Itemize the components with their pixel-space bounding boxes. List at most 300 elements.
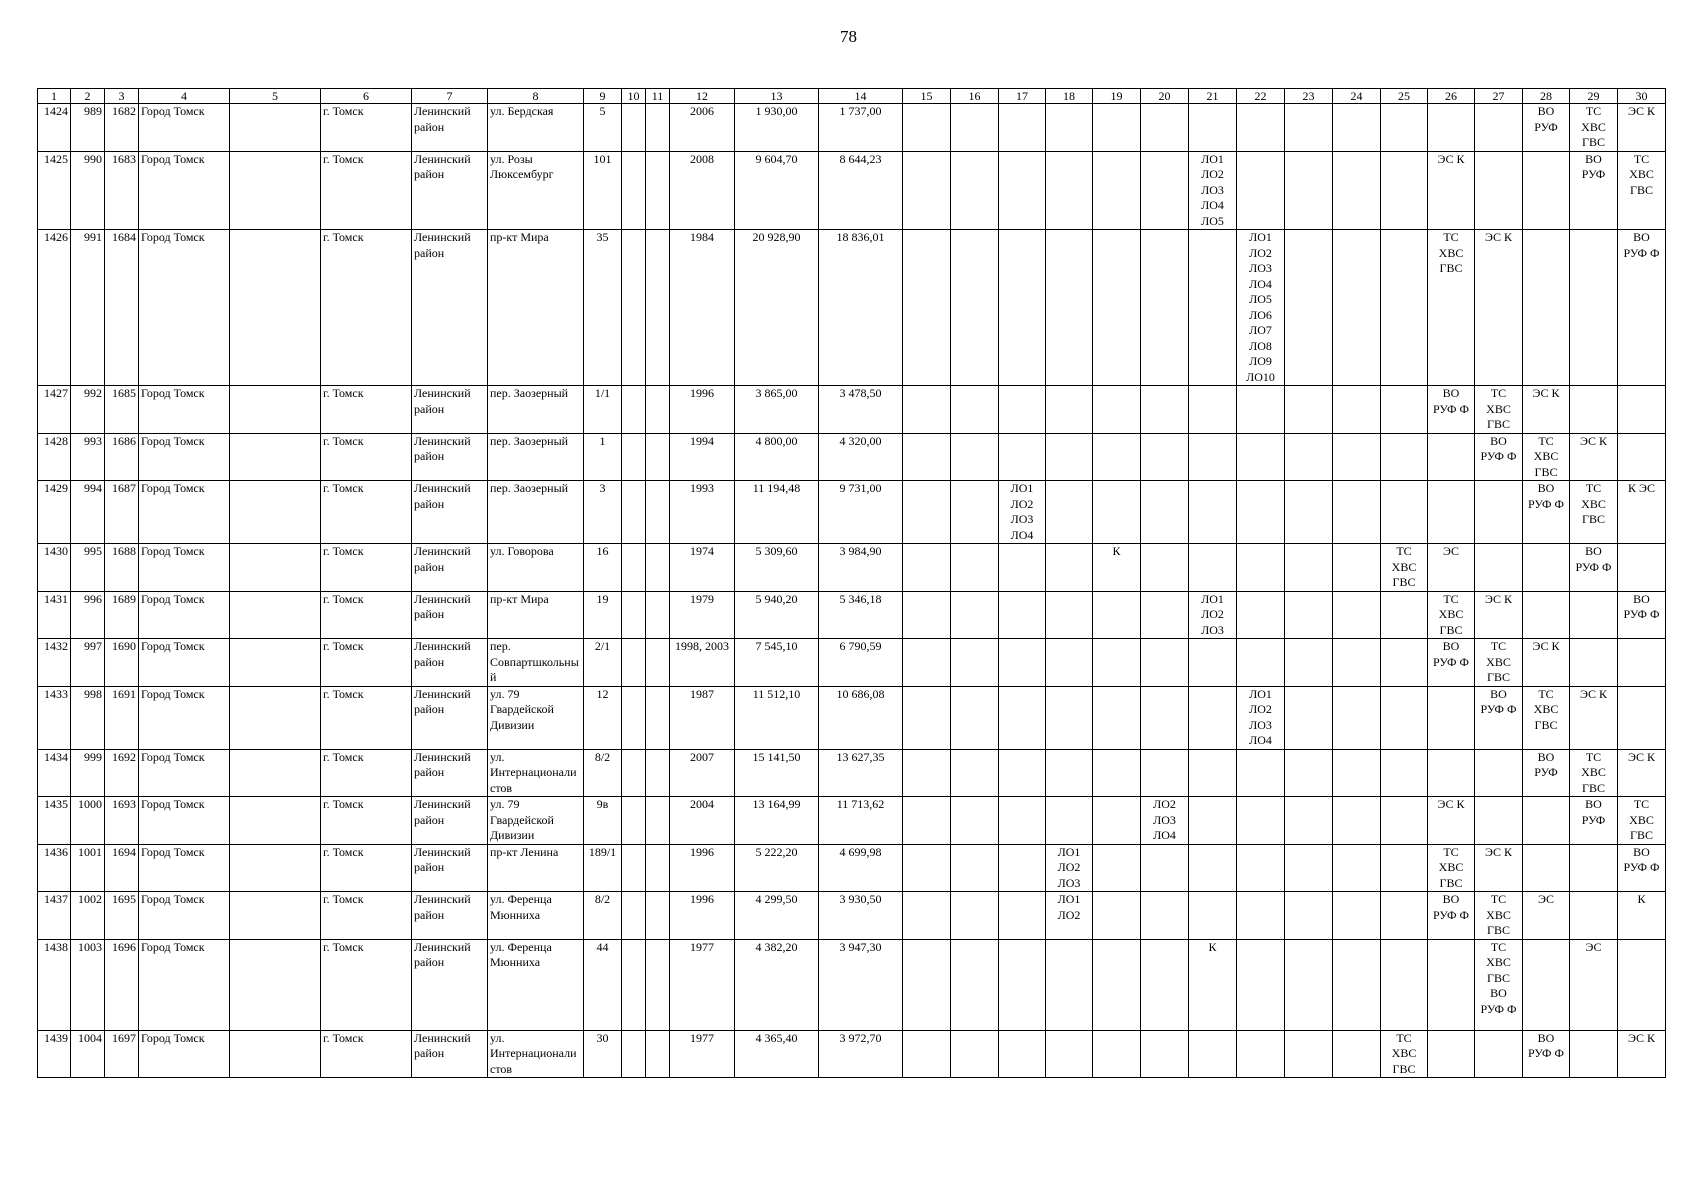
- utility-code-cell: ЛО1 ЛО2 ЛО3 ЛО4: [999, 481, 1046, 544]
- utility-code-cell: [230, 1030, 321, 1078]
- utility-code-cell: [1333, 481, 1381, 544]
- utility-code-cell: [999, 1030, 1046, 1078]
- table-row: [38, 639, 1666, 687]
- utility-code-cell: [1285, 844, 1333, 892]
- utility-code-cell: [903, 544, 951, 592]
- utility-code-cell: ЭС К: [1475, 844, 1523, 892]
- living-area-cell: 3 972,70: [819, 1030, 903, 1078]
- year-cell: 1977: [670, 1030, 735, 1078]
- utility-code-cell: [646, 686, 670, 749]
- row-number: 1424: [38, 104, 71, 152]
- street-cell: ул. Говорова: [488, 544, 584, 592]
- street-cell: пер. Заозерный: [488, 433, 584, 481]
- register-number: 1693: [105, 797, 139, 845]
- total-area-cell: 11 194,48: [735, 481, 819, 544]
- living-area-cell: 11 713,62: [819, 797, 903, 845]
- utility-code-cell: ЛО1 ЛО2: [1046, 892, 1093, 940]
- sub-number: 998: [71, 686, 105, 749]
- municipality-cell: Город Томск: [139, 892, 230, 940]
- column-header: 15: [903, 89, 951, 104]
- living-area-cell: 1 737,00: [819, 104, 903, 152]
- utility-code-cell: [1428, 433, 1475, 481]
- district-cell: Ленинский район: [412, 386, 488, 434]
- utility-code-cell: [1141, 230, 1189, 386]
- row-number: 1431: [38, 591, 71, 639]
- city-cell: г. Томск: [321, 481, 412, 544]
- total-area-cell: 5 222,20: [735, 844, 819, 892]
- register-number: 1696: [105, 939, 139, 1030]
- utility-code-cell: [999, 544, 1046, 592]
- utility-code-cell: [230, 386, 321, 434]
- utility-code-cell: [999, 230, 1046, 386]
- living-area-cell: 4 699,98: [819, 844, 903, 892]
- row-number: 1430: [38, 544, 71, 592]
- utility-code-cell: ЭС К: [1618, 104, 1666, 152]
- utility-code-cell: [622, 230, 646, 386]
- utility-code-cell: [1237, 639, 1285, 687]
- year-cell: 2006: [670, 104, 735, 152]
- column-header: 19: [1093, 89, 1141, 104]
- utility-code-cell: [646, 892, 670, 940]
- column-header: 4: [139, 89, 230, 104]
- utility-code-cell: [1285, 481, 1333, 544]
- year-cell: 1974: [670, 544, 735, 592]
- utility-code-cell: [230, 104, 321, 152]
- register-number: 1687: [105, 481, 139, 544]
- table-row: [38, 844, 1666, 892]
- utility-code-cell: [230, 544, 321, 592]
- living-area-cell: 6 790,59: [819, 639, 903, 687]
- municipality-cell: Город Томск: [139, 433, 230, 481]
- utility-code-cell: [1570, 230, 1618, 386]
- utility-code-cell: [1046, 591, 1093, 639]
- utility-code-cell: [646, 1030, 670, 1078]
- utility-code-cell: [1141, 1030, 1189, 1078]
- utility-code-cell: [951, 686, 999, 749]
- city-cell: г. Томск: [321, 544, 412, 592]
- utility-code-cell: ВО РУФ Ф: [1428, 386, 1475, 434]
- utility-code-cell: ТС ХВС ГВС: [1570, 481, 1618, 544]
- house-number-cell: 8/2: [584, 892, 622, 940]
- utility-code-cell: [646, 591, 670, 639]
- utility-code-cell: [230, 591, 321, 639]
- column-header: 2: [71, 89, 105, 104]
- column-header: 24: [1333, 89, 1381, 104]
- city-cell: г. Томск: [321, 230, 412, 386]
- column-header: 9: [584, 89, 622, 104]
- utility-code-cell: [1189, 544, 1237, 592]
- utility-code-cell: [622, 797, 646, 845]
- utility-code-cell: [1285, 230, 1333, 386]
- row-number: 1432: [38, 639, 71, 687]
- utility-code-cell: [1285, 797, 1333, 845]
- utility-code-cell: [1381, 939, 1428, 1030]
- utility-code-cell: ЛО1 ЛО2 ЛО3 ЛО4 ЛО5 ЛО6 ЛО7 ЛО8 ЛО9 ЛО10: [1237, 230, 1285, 386]
- utility-code-cell: [1285, 686, 1333, 749]
- utility-code-cell: [230, 151, 321, 230]
- column-header: 10: [622, 89, 646, 104]
- utility-code-cell: [1189, 433, 1237, 481]
- utility-code-cell: [1237, 544, 1285, 592]
- column-header: 28: [1523, 89, 1570, 104]
- utility-code-cell: [903, 230, 951, 386]
- utility-code-cell: [230, 892, 321, 940]
- utility-code-cell: [951, 939, 999, 1030]
- utility-code-cell: [622, 433, 646, 481]
- utility-code-cell: [1285, 386, 1333, 434]
- district-cell: Ленинский район: [412, 749, 488, 797]
- utility-code-cell: К: [1618, 892, 1666, 940]
- utility-code-cell: [1189, 104, 1237, 152]
- row-number: 1438: [38, 939, 71, 1030]
- table-row: [38, 892, 1666, 940]
- utility-code-cell: [1141, 939, 1189, 1030]
- house-number-cell: 1: [584, 433, 622, 481]
- table-row: [38, 481, 1666, 544]
- utility-code-cell: [1093, 1030, 1141, 1078]
- sub-number: 995: [71, 544, 105, 592]
- utility-code-cell: [1285, 639, 1333, 687]
- column-header: 25: [1381, 89, 1428, 104]
- utility-code-cell: [1570, 386, 1618, 434]
- utility-code-cell: [903, 151, 951, 230]
- sub-number: 1001: [71, 844, 105, 892]
- street-cell: пр-кт Ленина: [488, 844, 584, 892]
- row-number: 1439: [38, 1030, 71, 1078]
- utility-code-cell: [1428, 481, 1475, 544]
- utility-code-cell: [1333, 639, 1381, 687]
- utility-code-cell: [1046, 686, 1093, 749]
- register-number: 1689: [105, 591, 139, 639]
- municipality-cell: Город Томск: [139, 939, 230, 1030]
- utility-code-cell: [903, 749, 951, 797]
- house-number-cell: 12: [584, 686, 622, 749]
- utility-code-cell: [999, 797, 1046, 845]
- municipality-cell: Город Томск: [139, 230, 230, 386]
- column-header: 30: [1618, 89, 1666, 104]
- housing-register-table: [37, 88, 1666, 1078]
- utility-code-cell: [1333, 797, 1381, 845]
- column-header: 26: [1428, 89, 1475, 104]
- utility-code-cell: [1141, 591, 1189, 639]
- utility-code-cell: ЭС К: [1428, 151, 1475, 230]
- district-cell: Ленинский район: [412, 544, 488, 592]
- year-cell: 1996: [670, 844, 735, 892]
- utility-code-cell: [951, 230, 999, 386]
- row-number: 1435: [38, 797, 71, 845]
- column-header: 20: [1141, 89, 1189, 104]
- utility-code-cell: ЭС К: [1618, 749, 1666, 797]
- sub-number: 993: [71, 433, 105, 481]
- utility-code-cell: [903, 686, 951, 749]
- utility-code-cell: [646, 433, 670, 481]
- utility-code-cell: [1523, 544, 1570, 592]
- city-cell: г. Томск: [321, 151, 412, 230]
- column-header: 27: [1475, 89, 1523, 104]
- sub-number: 994: [71, 481, 105, 544]
- utility-code-cell: [230, 433, 321, 481]
- utility-code-cell: ЭС К: [1475, 591, 1523, 639]
- utility-code-cell: [622, 1030, 646, 1078]
- table-row: [38, 1030, 1666, 1078]
- column-header: 5: [230, 89, 321, 104]
- utility-code-cell: [1237, 844, 1285, 892]
- living-area-cell: 3 478,50: [819, 386, 903, 434]
- utility-code-cell: [1333, 386, 1381, 434]
- utility-code-cell: ТС ХВС ГВС: [1428, 591, 1475, 639]
- district-cell: Ленинский район: [412, 433, 488, 481]
- utility-code-cell: [622, 544, 646, 592]
- utility-code-cell: [1046, 151, 1093, 230]
- utility-code-cell: ТС ХВС ГВС: [1570, 104, 1618, 152]
- table-body: [38, 104, 1666, 1078]
- utility-code-cell: [1046, 433, 1093, 481]
- utility-code-cell: [1189, 749, 1237, 797]
- utility-code-cell: [999, 151, 1046, 230]
- utility-code-cell: ТС ХВС ГВС: [1428, 844, 1475, 892]
- utility-code-cell: ВО РУФ Ф: [1475, 433, 1523, 481]
- year-cell: 1998, 2003: [670, 639, 735, 687]
- utility-code-cell: ЭС: [1428, 544, 1475, 592]
- city-cell: г. Томск: [321, 433, 412, 481]
- utility-code-cell: [903, 481, 951, 544]
- row-number: 1436: [38, 844, 71, 892]
- column-header: 14: [819, 89, 903, 104]
- year-cell: 2008: [670, 151, 735, 230]
- utility-code-cell: ТС ХВС ГВС: [1381, 1030, 1428, 1078]
- municipality-cell: Город Томск: [139, 544, 230, 592]
- living-area-cell: 3 947,30: [819, 939, 903, 1030]
- utility-code-cell: ЭС К: [1428, 797, 1475, 845]
- utility-code-cell: ТС ХВС ГВС: [1475, 386, 1523, 434]
- utility-code-cell: [999, 749, 1046, 797]
- utility-code-cell: ТС ХВС ГВС: [1523, 686, 1570, 749]
- utility-code-cell: [1333, 591, 1381, 639]
- utility-code-cell: [1333, 939, 1381, 1030]
- utility-code-cell: [951, 639, 999, 687]
- register-number: 1684: [105, 230, 139, 386]
- utility-code-cell: [903, 844, 951, 892]
- utility-code-cell: [1570, 892, 1618, 940]
- utility-code-cell: [1381, 481, 1428, 544]
- register-number: 1690: [105, 639, 139, 687]
- utility-code-cell: [230, 797, 321, 845]
- utility-code-cell: [1237, 104, 1285, 152]
- column-header: 22: [1237, 89, 1285, 104]
- utility-code-cell: ЛО1 ЛО2 ЛО3 ЛО4 ЛО5: [1189, 151, 1237, 230]
- living-area-cell: 9 731,00: [819, 481, 903, 544]
- utility-code-cell: [1189, 844, 1237, 892]
- total-area-cell: 4 299,50: [735, 892, 819, 940]
- year-cell: 2007: [670, 749, 735, 797]
- living-area-cell: 4 320,00: [819, 433, 903, 481]
- utility-code-cell: [1475, 104, 1523, 152]
- column-header: 1: [38, 89, 71, 104]
- utility-code-cell: [1237, 939, 1285, 1030]
- city-cell: г. Томск: [321, 591, 412, 639]
- utility-code-cell: [622, 844, 646, 892]
- utility-code-cell: ВО РУФ Ф: [1618, 230, 1666, 386]
- utility-code-cell: [1285, 104, 1333, 152]
- street-cell: пер. Совпартшкольный: [488, 639, 584, 687]
- utility-code-cell: [951, 433, 999, 481]
- utility-code-cell: [1285, 892, 1333, 940]
- utility-code-cell: [1093, 104, 1141, 152]
- utility-code-cell: ВО РУФ Ф: [1475, 686, 1523, 749]
- house-number-cell: 189/1: [584, 844, 622, 892]
- living-area-cell: 18 836,01: [819, 230, 903, 386]
- row-number: 1427: [38, 386, 71, 434]
- utility-code-cell: [1381, 749, 1428, 797]
- utility-code-cell: [1093, 686, 1141, 749]
- utility-code-cell: [903, 591, 951, 639]
- utility-code-cell: [1285, 544, 1333, 592]
- district-cell: Ленинский район: [412, 892, 488, 940]
- utility-code-cell: [1381, 892, 1428, 940]
- utility-code-cell: ЭС: [1570, 939, 1618, 1030]
- utility-code-cell: [951, 104, 999, 152]
- utility-code-cell: ВО РУФ: [1523, 104, 1570, 152]
- utility-code-cell: ЛО1 ЛО2 ЛО3: [1046, 844, 1093, 892]
- utility-code-cell: [1428, 104, 1475, 152]
- utility-code-cell: [1333, 230, 1381, 386]
- district-cell: Ленинский район: [412, 686, 488, 749]
- utility-code-cell: [1523, 591, 1570, 639]
- utility-code-cell: [1285, 1030, 1333, 1078]
- utility-code-cell: [1093, 892, 1141, 940]
- utility-code-cell: [646, 544, 670, 592]
- utility-code-cell: [1189, 386, 1237, 434]
- utility-code-cell: [1333, 433, 1381, 481]
- utility-code-cell: ТС ХВС ГВС: [1523, 433, 1570, 481]
- sub-number: 996: [71, 591, 105, 639]
- column-header: 12: [670, 89, 735, 104]
- utility-code-cell: [1237, 481, 1285, 544]
- utility-code-cell: [646, 844, 670, 892]
- utility-code-cell: ЭС К: [1523, 386, 1570, 434]
- city-cell: г. Томск: [321, 892, 412, 940]
- utility-code-cell: [1618, 386, 1666, 434]
- column-header: 18: [1046, 89, 1093, 104]
- utility-code-cell: [622, 386, 646, 434]
- living-area-cell: 3 930,50: [819, 892, 903, 940]
- utility-code-cell: [1381, 433, 1428, 481]
- total-area-cell: 4 800,00: [735, 433, 819, 481]
- utility-code-cell: ВО РУФ: [1523, 749, 1570, 797]
- utility-code-cell: [1189, 639, 1237, 687]
- table-row: [38, 797, 1666, 845]
- utility-code-cell: ЭС К: [1618, 1030, 1666, 1078]
- utility-code-cell: [1381, 686, 1428, 749]
- district-cell: Ленинский район: [412, 1030, 488, 1078]
- register-number: 1694: [105, 844, 139, 892]
- municipality-cell: Город Томск: [139, 386, 230, 434]
- street-cell: ул. Ференца Мюнниха: [488, 939, 584, 1030]
- municipality-cell: Город Томск: [139, 591, 230, 639]
- sub-number: 1003: [71, 939, 105, 1030]
- total-area-cell: 5 940,20: [735, 591, 819, 639]
- table-row: [38, 939, 1666, 1030]
- utility-code-cell: [903, 639, 951, 687]
- utility-code-cell: [622, 639, 646, 687]
- utility-code-cell: [1237, 151, 1285, 230]
- utility-code-cell: [1428, 939, 1475, 1030]
- street-cell: пер. Заозерный: [488, 481, 584, 544]
- utility-code-cell: [1141, 433, 1189, 481]
- utility-code-cell: [646, 386, 670, 434]
- column-header: 13: [735, 89, 819, 104]
- utility-code-cell: [1046, 797, 1093, 845]
- utility-code-cell: [1046, 230, 1093, 386]
- table-row: [38, 544, 1666, 592]
- utility-code-cell: ВО РУФ: [1570, 797, 1618, 845]
- utility-code-cell: [1285, 591, 1333, 639]
- column-header: 29: [1570, 89, 1618, 104]
- utility-code-cell: [1141, 151, 1189, 230]
- table-row: [38, 591, 1666, 639]
- register-number: 1682: [105, 104, 139, 152]
- district-cell: Ленинский район: [412, 151, 488, 230]
- year-cell: 1977: [670, 939, 735, 1030]
- column-header: 8: [488, 89, 584, 104]
- city-cell: г. Томск: [321, 939, 412, 1030]
- total-area-cell: 3 865,00: [735, 386, 819, 434]
- utility-code-cell: [646, 749, 670, 797]
- utility-code-cell: [999, 639, 1046, 687]
- register-number: 1691: [105, 686, 139, 749]
- row-number: 1434: [38, 749, 71, 797]
- utility-code-cell: [1093, 797, 1141, 845]
- utility-code-cell: [1046, 639, 1093, 687]
- utility-code-cell: [1381, 591, 1428, 639]
- utility-code-cell: ЭС К: [1570, 433, 1618, 481]
- district-cell: Ленинский район: [412, 104, 488, 152]
- utility-code-cell: [1141, 639, 1189, 687]
- utility-code-cell: [1189, 1030, 1237, 1078]
- utility-code-cell: [1618, 639, 1666, 687]
- register-number: 1697: [105, 1030, 139, 1078]
- utility-code-cell: [646, 151, 670, 230]
- utility-code-cell: [622, 892, 646, 940]
- utility-code-cell: [622, 104, 646, 152]
- utility-code-cell: К: [1189, 939, 1237, 1030]
- utility-code-cell: ВО РУФ Ф: [1523, 1030, 1570, 1078]
- utility-code-cell: [622, 749, 646, 797]
- utility-code-cell: К: [1093, 544, 1141, 592]
- utility-code-cell: [1381, 104, 1428, 152]
- street-cell: ул. Интернационалистов: [488, 749, 584, 797]
- sub-number: 990: [71, 151, 105, 230]
- column-header: 21: [1189, 89, 1237, 104]
- utility-code-cell: [1046, 544, 1093, 592]
- city-cell: г. Томск: [321, 639, 412, 687]
- district-cell: Ленинский район: [412, 639, 488, 687]
- municipality-cell: Город Томск: [139, 639, 230, 687]
- total-area-cell: 7 545,10: [735, 639, 819, 687]
- utility-code-cell: [1333, 686, 1381, 749]
- utility-code-cell: [1428, 749, 1475, 797]
- utility-code-cell: [1428, 1030, 1475, 1078]
- city-cell: г. Томск: [321, 797, 412, 845]
- utility-code-cell: [1285, 433, 1333, 481]
- utility-code-cell: [1381, 639, 1428, 687]
- utility-code-cell: [230, 844, 321, 892]
- utility-code-cell: ЭС К: [1475, 230, 1523, 386]
- utility-code-cell: [1189, 230, 1237, 386]
- utility-code-cell: ТС ХВС ГВС: [1381, 544, 1428, 592]
- utility-code-cell: [999, 686, 1046, 749]
- utility-code-cell: [1093, 639, 1141, 687]
